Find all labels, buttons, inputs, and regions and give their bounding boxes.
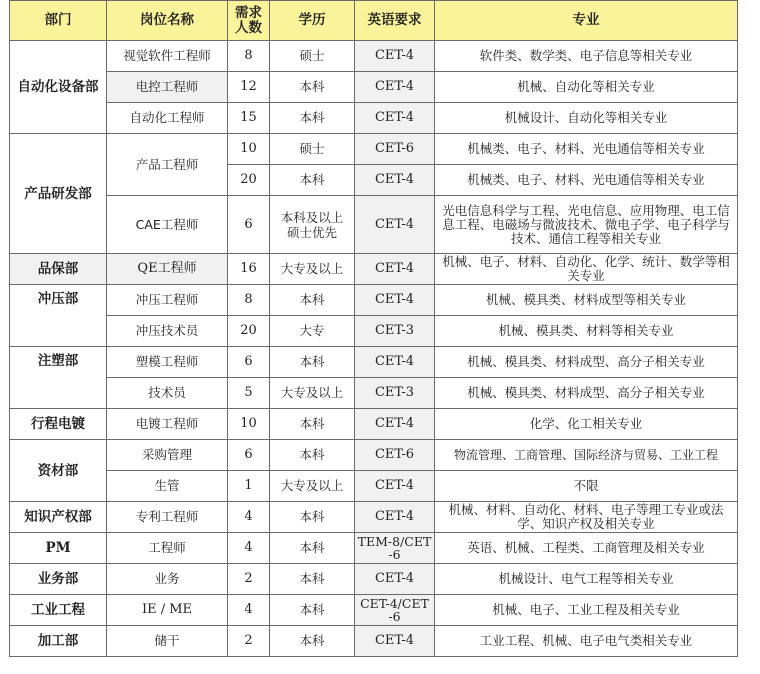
table-row [10, 409, 738, 440]
education-cell: 大专及以上 [270, 378, 355, 409]
position-cell: 专利工程师 [107, 502, 228, 533]
position-cell: 冲压技术员 [107, 316, 228, 347]
count-cell: 6 [228, 196, 270, 254]
english-cell: CET-6 [355, 440, 435, 471]
major-cell: 机械、电子、材料、自动化、化学、统计、数学等相关专业 [435, 254, 738, 285]
position-cell: 电控工程师 [107, 72, 228, 103]
major-cell: 机械、模具类、材料成型等相关专业 [435, 285, 738, 316]
count-cell: 1 [228, 471, 270, 502]
table-row [10, 471, 738, 502]
education-cell: 本科 [270, 409, 355, 440]
english-cell: CET-4/CET -6 [355, 595, 435, 626]
count-cell: 4 [228, 502, 270, 533]
education-cell: 本科 [270, 533, 355, 564]
english-cell: CET-4 [355, 285, 435, 316]
position-cell: 采购管理 [107, 440, 228, 471]
position-cell: 视觉软件工程师 [107, 41, 228, 72]
table-row [10, 533, 738, 564]
education-cell: 本科 [270, 285, 355, 316]
english-cell: CET-4 [355, 165, 435, 196]
education-cell: 本科 [270, 72, 355, 103]
education-cell: 硕士 [270, 134, 355, 165]
major-cell: 机械、模具类、材料等相关专业 [435, 316, 738, 347]
table-row [10, 316, 738, 347]
english-cell: CET-4 [355, 502, 435, 533]
dept-cell: 业务部 [10, 564, 107, 595]
major-cell: 物流管理、工商管理、国际经济与贸易、工业工程 [435, 440, 738, 471]
major-cell: 机械、材料、自动化、材料、电子等理工专业或法学、知识产权及相关专业 [435, 502, 738, 533]
table-row [10, 440, 738, 471]
major-cell: 机械、模具类、材料成型、高分子相关专业 [435, 347, 738, 378]
count-cell: 4 [228, 533, 270, 564]
education-cell: 本科 [270, 595, 355, 626]
position-cell: 业务 [107, 564, 228, 595]
english-cell: CET-3 [355, 378, 435, 409]
education-cell: 硕士 [270, 41, 355, 72]
position-cell: QE工程师 [107, 254, 228, 285]
dept-cell: 品保部 [10, 254, 107, 285]
dept-cell: 资材部 [10, 440, 107, 502]
education-cell: 本科 [270, 626, 355, 657]
education-cell: 本科及以上 硕士优先 [270, 196, 355, 254]
table-row [10, 196, 738, 254]
position-cell: CAE工程师 [107, 196, 228, 254]
header-position: 岗位名称 [107, 1, 228, 41]
major-cell: 机械设计、自动化等相关专业 [435, 103, 738, 134]
education-cell: 本科 [270, 165, 355, 196]
major-cell: 机械、电子、工业工程及相关专业 [435, 595, 738, 626]
major-cell: 不限 [435, 471, 738, 502]
table-row [10, 347, 738, 378]
recruitment-table [9, 0, 738, 657]
major-cell: 英语、机械、工程类、工商管理及相关专业 [435, 533, 738, 564]
education-cell: 本科 [270, 440, 355, 471]
position-cell: 电镀工程师 [107, 409, 228, 440]
table-row [10, 626, 738, 657]
count-cell: 20 [228, 165, 270, 196]
header-education: 学历 [270, 1, 355, 41]
education-cell: 本科 [270, 564, 355, 595]
major-cell: 机械类、电子、材料、光电通信等相关专业 [435, 134, 738, 165]
table-row [10, 72, 738, 103]
table-row [10, 564, 738, 595]
position-cell: 生管 [107, 471, 228, 502]
education-cell: 本科 [270, 502, 355, 533]
education-cell: 大专及以上 [270, 471, 355, 502]
english-cell: CET-4 [355, 72, 435, 103]
dept-cell: 行程电镀 [10, 409, 107, 440]
count-cell: 2 [228, 564, 270, 595]
count-cell: 16 [228, 254, 270, 285]
table-row [10, 502, 738, 533]
dept-cell: 注塑部 [10, 347, 107, 409]
header-english: 英语要求 [355, 1, 435, 41]
education-cell: 本科 [270, 347, 355, 378]
major-cell: 软件类、数学类、电子信息等相关专业 [435, 41, 738, 72]
major-cell: 机械、自动化等相关专业 [435, 72, 738, 103]
count-cell: 10 [228, 409, 270, 440]
count-cell: 2 [228, 626, 270, 657]
count-cell: 8 [228, 41, 270, 72]
position-cell: 产品工程师 [107, 134, 228, 196]
education-cell: 大专 [270, 316, 355, 347]
table-row [10, 41, 738, 72]
header-major: 专业 [435, 1, 738, 41]
position-cell: 自动化工程师 [107, 103, 228, 134]
major-cell: 机械、模具类、材料成型、高分子相关专业 [435, 378, 738, 409]
dept-cell: 知识产权部 [10, 502, 107, 533]
position-cell: 技术员 [107, 378, 228, 409]
table-row [10, 103, 738, 134]
table-row [10, 595, 738, 626]
position-cell: IE / ME [107, 595, 228, 626]
dept-cell: 自动化设备部 [10, 41, 107, 134]
english-cell: CET-4 [355, 471, 435, 502]
position-cell: 储干 [107, 626, 228, 657]
count-cell: 12 [228, 72, 270, 103]
position-cell: 冲压工程师 [107, 285, 228, 316]
dept-cell: 工业工程 [10, 595, 107, 626]
english-cell: CET-4 [355, 196, 435, 254]
dept-cell: 产品研发部 [10, 134, 107, 254]
count-cell: 5 [228, 378, 270, 409]
english-cell: CET-4 [355, 409, 435, 440]
count-cell: 8 [228, 285, 270, 316]
english-cell: CET-3 [355, 316, 435, 347]
english-cell: CET-4 [355, 564, 435, 595]
education-cell: 本科 [270, 103, 355, 134]
english-cell: CET-6 [355, 134, 435, 165]
english-cell: CET-4 [355, 254, 435, 285]
table-row [10, 254, 738, 285]
major-cell: 光电信息科学与工程、光电信息、应用物理、电工信息工程、电磁场与微波技术、微电子学、电子科学与技术、通信工程等相关专业 [435, 196, 738, 254]
count-cell: 6 [228, 440, 270, 471]
dept-cell: 加工部 [10, 626, 107, 657]
english-cell: CET-4 [355, 626, 435, 657]
major-cell: 机械类、电子、材料、光电通信等相关专业 [435, 165, 738, 196]
count-cell: 6 [228, 347, 270, 378]
english-cell: CET-4 [355, 347, 435, 378]
header-dept: 部门 [10, 1, 107, 41]
major-cell: 机械设计、电气工程等相关专业 [435, 564, 738, 595]
position-cell: 塑模工程师 [107, 347, 228, 378]
table-row [10, 134, 738, 165]
major-cell: 化学、化工相关专业 [435, 409, 738, 440]
table-row [10, 378, 738, 409]
count-cell: 15 [228, 103, 270, 134]
english-cell: CET-4 [355, 41, 435, 72]
header-count: 需求 人数 [228, 1, 270, 41]
position-cell: 工程师 [107, 533, 228, 564]
english-cell: CET-4 [355, 103, 435, 134]
header-row [10, 1, 738, 41]
english-cell: TEM-8/CET -6 [355, 533, 435, 564]
major-cell: 工业工程、机械、电子电气类相关专业 [435, 626, 738, 657]
dept-cell: PM [10, 533, 107, 564]
count-cell: 4 [228, 595, 270, 626]
count-cell: 10 [228, 134, 270, 165]
count-cell: 20 [228, 316, 270, 347]
dept-cell: 冲压部 [10, 285, 107, 347]
table-row [10, 285, 738, 316]
education-cell: 大专及以上 [270, 254, 355, 285]
